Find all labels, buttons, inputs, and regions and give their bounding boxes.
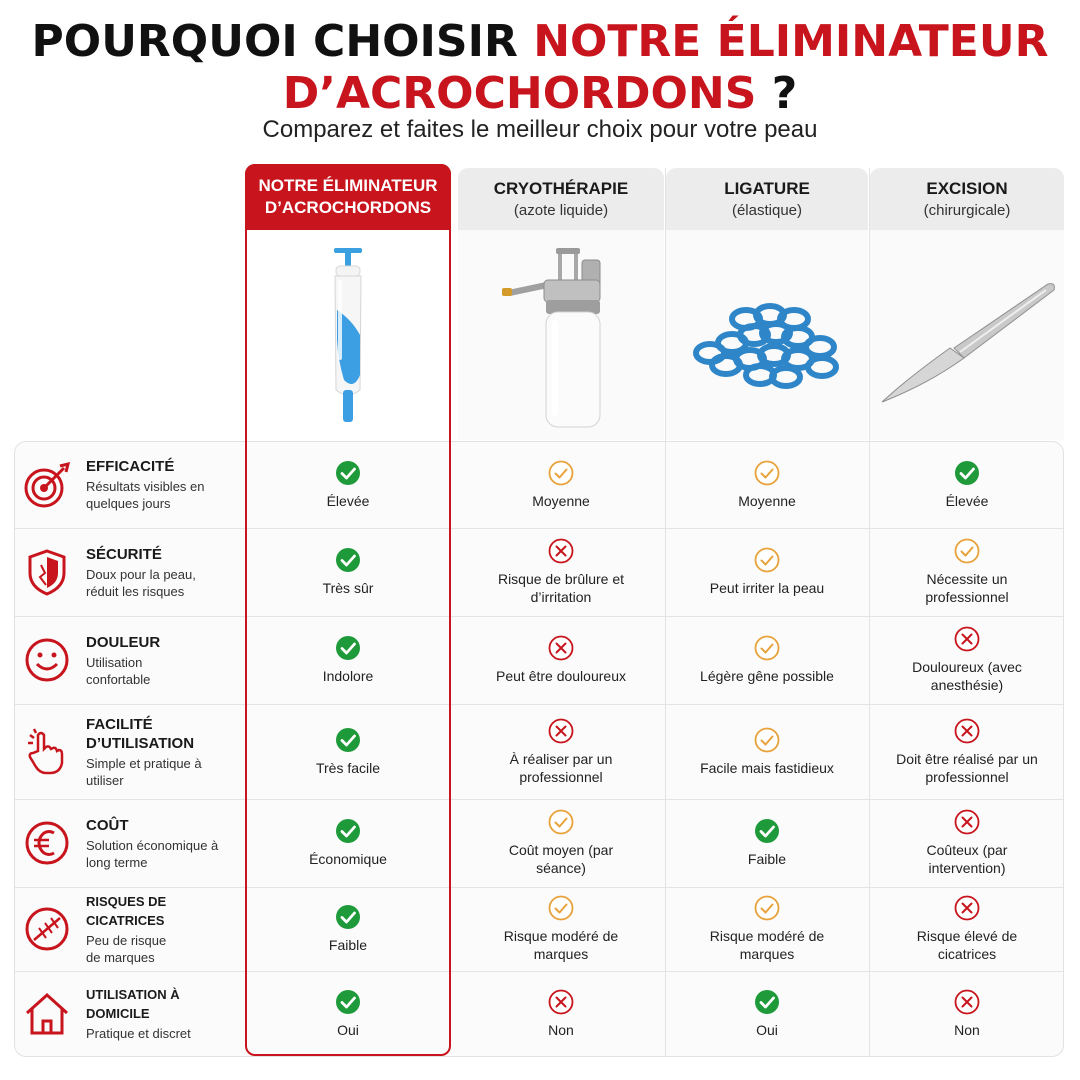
criterion-description: Simple et pratique à utiliser [86,755,202,788]
cell-label: Risque modéré de marques [709,928,825,962]
cell-label: Faible [747,851,787,867]
criterion-title: EFFICACITÉ [86,458,175,475]
check-icon [335,635,361,661]
check-outline-icon [548,809,574,835]
cell-label: Facile mais fastidieux [700,759,834,776]
column-header-title: EXCISION [926,179,1008,198]
cell-label: Douloureux (avec anesthésie) [912,659,1022,693]
check-outline-icon [954,538,980,564]
cell-label: Indolore [322,668,374,684]
comparison-cell [870,799,1064,887]
criterion-description: Utilisation confortable [86,654,151,687]
cross-icon [954,626,980,652]
shield-icon [22,547,72,597]
cell-label: Économique [309,851,387,867]
skin-tag-remover-device-image [318,240,378,430]
check-outline-icon [754,895,780,921]
cell-label: Peut être douloureux [496,668,626,684]
criterion-douleur [14,616,244,704]
scar-icon [22,904,72,954]
comparison-cell [458,441,664,528]
comparison-cell [870,971,1064,1056]
cross-icon [548,989,574,1015]
cross-icon [548,635,574,661]
home-icon [22,989,72,1039]
cell-label: Coûteux (par intervention) [926,842,1008,876]
cryotherapy-canister-image [498,240,618,435]
column-header-subtitle: (élastique) [731,202,803,219]
check-icon [335,818,361,844]
smiley-icon [22,635,72,685]
euro-icon [22,818,72,868]
check-outline-icon [754,460,780,486]
check-icon [335,904,361,930]
criterion-efficacite [14,441,244,528]
comparison-cell [666,971,868,1056]
title-black-part: POURQUOI CHOISIR [31,16,534,67]
comparison-cell [870,441,1064,528]
column-header-title: NOTRE ÉLIMINATEUR D’ACROCHORDONS [258,176,438,217]
check-outline-icon [754,727,780,753]
check-icon [335,989,361,1015]
comparison-cell [870,616,1064,704]
cell-label: Non [954,1021,980,1038]
cross-icon [954,809,980,835]
criterion-title: DOULEUR [86,633,161,651]
cell-label: Risque de brûlure et d’irritation [497,571,625,605]
comparison-cell [458,616,664,704]
column-header-title: CRYOTHÉRAPIE [493,179,629,198]
comparison-cell [458,704,664,799]
comparison-cell [666,887,868,971]
comparison-cell [247,616,449,704]
cell-label: Moyenne [738,492,796,509]
cell-label: Nécessite un professionnel [925,571,1009,605]
comparison-cell [247,887,449,971]
check-icon [954,460,980,486]
check-icon [754,989,780,1015]
comparison-cell [870,887,1064,971]
criterion-facilite [14,704,244,799]
page-title-line-1 [0,16,1080,67]
criterion-description: Doux pour la peau, réduit les risques [86,566,196,599]
criterion-title: RISQUES DE CICATRICES [86,894,167,928]
cell-label: Oui [756,1021,778,1038]
cell-label: Doit être réalisé par un professionnel [896,750,1038,785]
cell-label: Faible [328,937,368,953]
criterion-securite [14,528,244,616]
target-icon [22,460,72,510]
cell-label: Moyenne [532,492,590,509]
check-outline-icon [754,547,780,573]
comparison-cell [247,528,449,616]
comparison-cell [247,441,449,528]
cell-label: Élevée [945,492,989,509]
ligature-rubber-bands-image [690,295,850,390]
check-icon [754,818,780,844]
cell-label: Peut irriter la peau [709,580,825,596]
column-header-subtitle: (chirurgicale) [923,202,1011,219]
criterion-domicile [14,971,244,1056]
comparison-cell [666,704,868,799]
cross-icon [548,718,574,744]
comparison-cell [247,799,449,887]
column-header-excision [870,168,1064,230]
comparison-cell [666,799,868,887]
comparison-cell [458,528,664,616]
comparison-cell [247,704,449,799]
column-header-subtitle: (azote liquide) [513,202,609,219]
criterion-description: Peu de risque de marques [86,933,167,965]
comparison-cell [666,441,868,528]
column-header-title: LIGATURE [724,179,810,198]
criterion-cout [14,799,244,887]
check-outline-icon [548,895,574,921]
criterion-title: SÉCURITÉ [86,545,162,563]
comparison-cell [458,887,664,971]
comparison-cell [870,704,1064,799]
column-header-ligature [666,168,868,230]
cross-icon [548,538,574,564]
cell-label: Très facile [315,759,381,776]
cell-label: Oui [337,1021,359,1038]
title-red-part: NOTRE ÉLIMINATEUR [533,16,1049,67]
check-icon [335,727,361,753]
criterion-cicatrices [14,887,244,971]
cross-icon [954,895,980,921]
cross-icon [954,989,980,1015]
cell-label: Très sûr [322,580,374,596]
cell-label: Risque modéré de marques [503,928,619,962]
criterion-title: FACILITÉ D’UTILISATION [86,715,195,752]
column-header-cryotherapy [458,168,664,230]
title-red-part-2: D’ACROCHORDONS [282,68,757,119]
comparison-cell [870,528,1064,616]
scalpel-image [878,278,1058,408]
check-icon [335,547,361,573]
criterion-title: COÛT [86,816,129,834]
check-outline-icon [754,635,780,661]
hand-pointer-icon [22,727,72,777]
comparison-cell [458,799,664,887]
cell-label: Élevée [326,492,370,509]
comparison-cell [458,971,664,1056]
page-title-line-2 [0,68,1080,119]
cell-label: À réaliser par un professionnel [509,750,613,785]
criterion-title: UTILISATION À DOMICILE [86,987,180,1021]
comparison-cell [666,616,868,704]
check-outline-icon [548,460,574,486]
cell-label: Risque élevé de cicatrices [916,928,1018,962]
cell-label: Coût moyen (par séance) [508,842,614,876]
cross-icon [954,718,980,744]
criterion-description: Solution économique à long terme [86,837,219,870]
page-subtitle: Comparez et faites le meilleur choix pour votre peau [262,116,818,143]
cell-label: Non [548,1021,574,1038]
criterion-description: Pratique et discret [86,1026,191,1041]
comparison-cell [247,971,449,1056]
check-icon [335,460,361,486]
comparison-cell [666,528,868,616]
title-question-mark: ? [756,68,798,119]
criterion-description: Résultats visibles en quelques jours [86,479,205,511]
cell-label: Légère gêne possible [700,668,834,684]
column-header-ours [245,164,451,230]
